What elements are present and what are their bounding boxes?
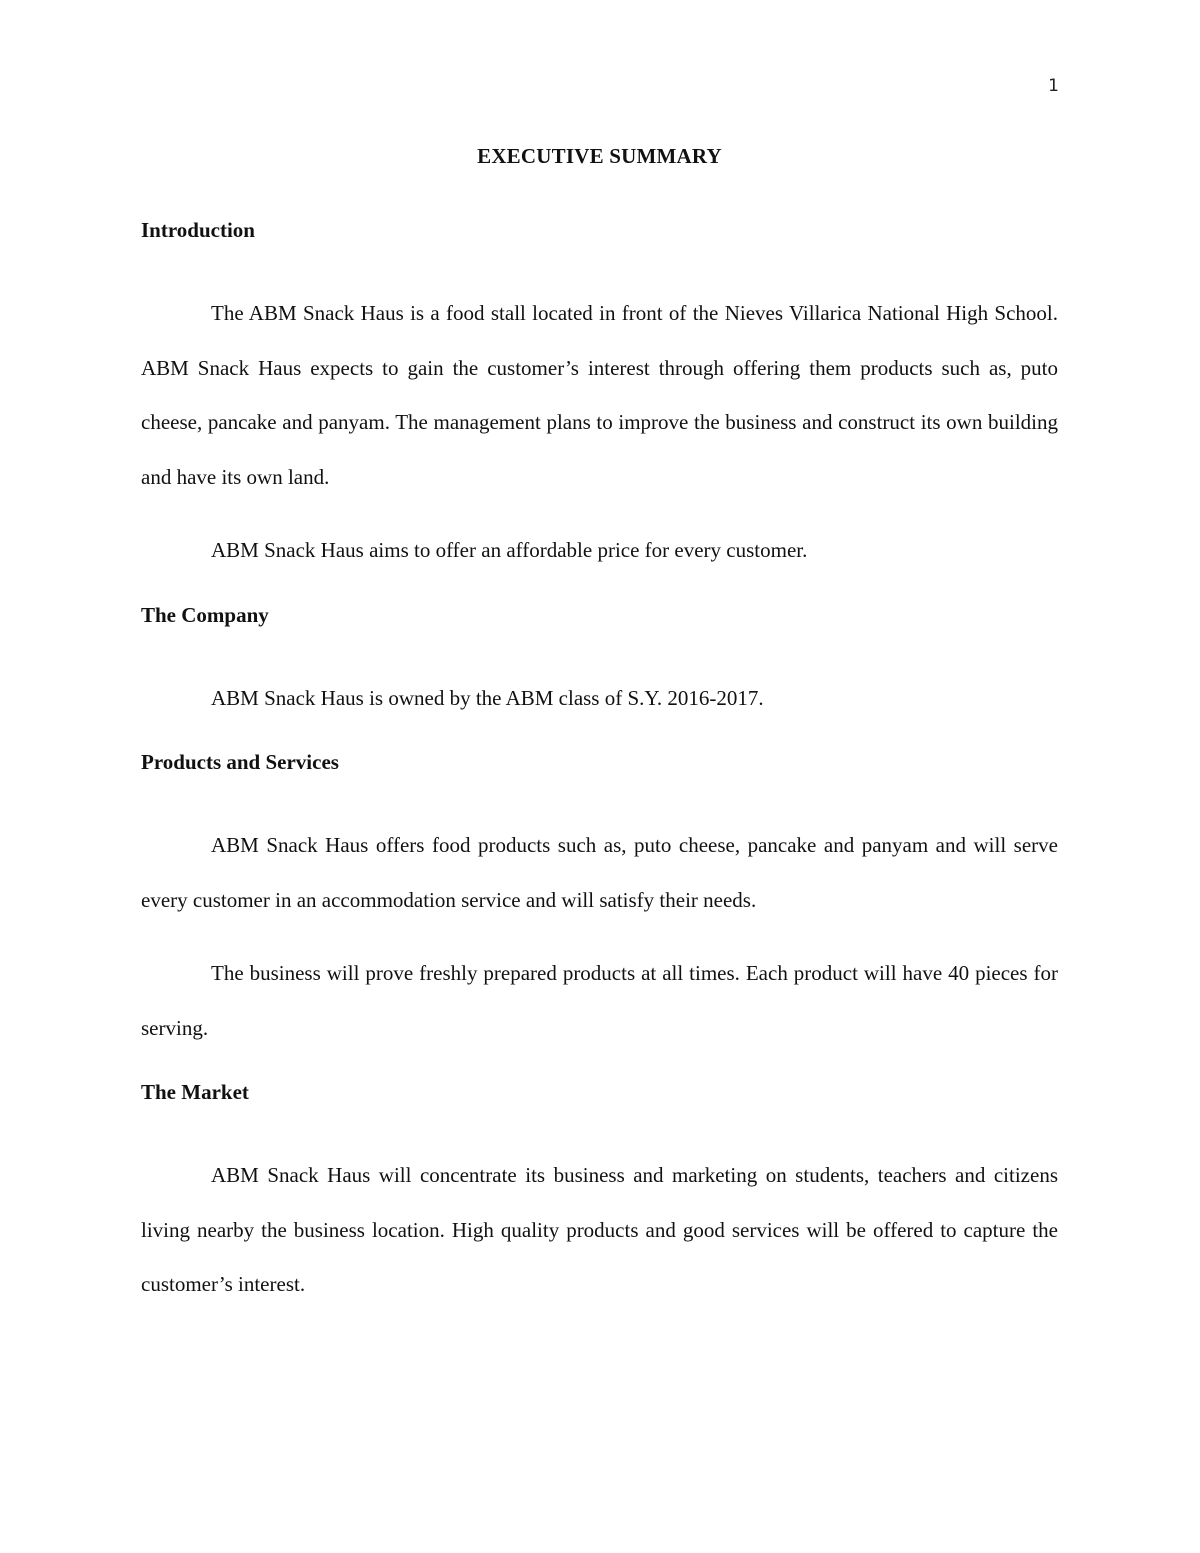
document-body [141, 138, 1058, 1331]
section-introduction [141, 212, 1058, 578]
paragraph: The ABM Snack Haus is a food stall located in front of the Nieves Villarica National High School. ABM Snack Haus expects to gain the customer’s interest through offering them products such as, puto cheese, pancake and panyam. The management plans to improve the business and construct its own building and have its own land. [141, 301, 1058, 489]
paragraph: ABM Snack Haus is owned by the ABM class of S.Y. 2016-2017. [211, 685, 764, 710]
section-heading: Introduction [141, 218, 255, 242]
section-the-company [141, 597, 1058, 726]
paragraph: The business will prove freshly prepared products at all times. Each product will have 40 pieces for serving. [141, 961, 1058, 1040]
section-heading: The Company [141, 602, 269, 627]
section-heading: Products and Services [141, 750, 339, 774]
paragraph: ABM Snack Haus aims to offer an affordable price for every customer. [211, 538, 808, 562]
page-number: 1 [1048, 76, 1059, 96]
paragraph: ABM Snack Haus will concentrate its business and marketing on students, teachers and citizens living nearby the business location. High quality products and good services will be offered to capture the customer’s interest. [141, 1163, 1058, 1296]
document-title: EXECUTIVE SUMMARY [477, 144, 722, 168]
section-heading: The Market [141, 1080, 249, 1104]
section-products-and-services [141, 744, 1058, 1055]
section-the-market [141, 1074, 1058, 1312]
paragraph: ABM Snack Haus offers food products such as, puto cheese, pancake and panyam and will serve every customer in an accommodation service and will satisfy their needs. [141, 833, 1058, 912]
